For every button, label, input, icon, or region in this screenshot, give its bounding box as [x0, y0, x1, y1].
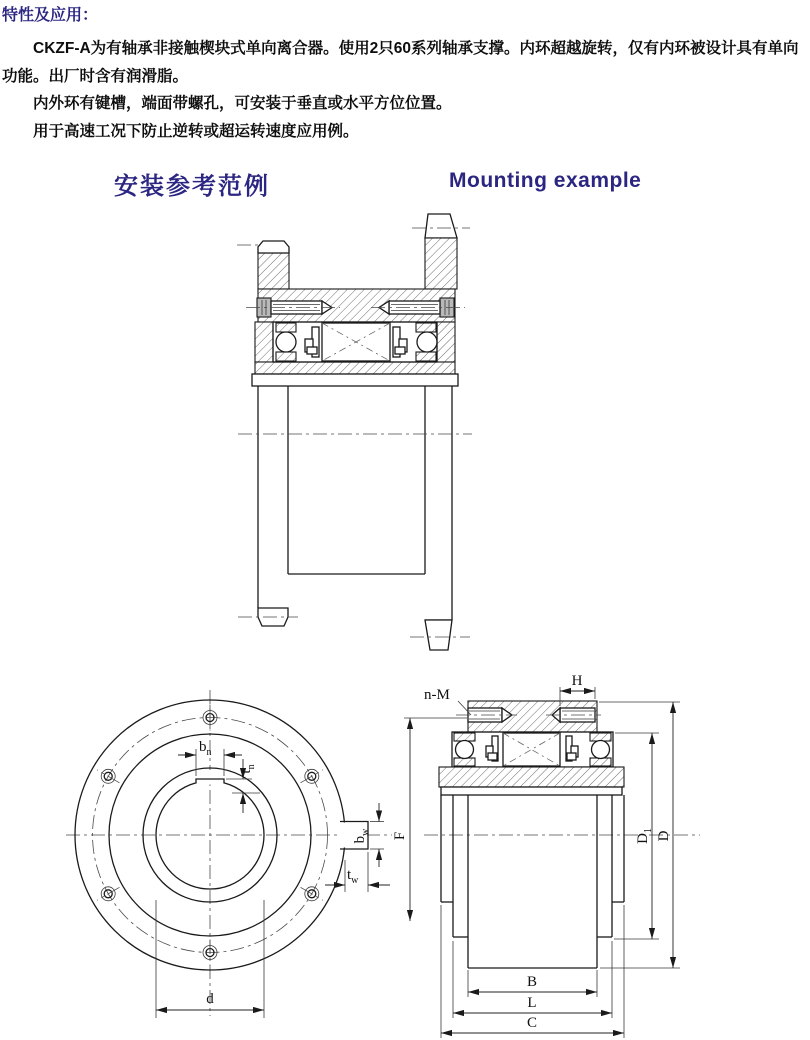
dim-label-tn: $t_n$	[238, 764, 257, 774]
dim-label-tw: $t_w$	[347, 867, 359, 886]
front-view-drawing	[66, 690, 392, 1018]
dim-label-d1: $D_1$	[635, 828, 654, 844]
dim-label-D: D	[656, 830, 672, 842]
section-title-en: Mounting example	[449, 169, 642, 192]
dim-label-nm: n-M	[424, 687, 450, 703]
dim-label-b: B	[526, 974, 538, 990]
section-title-zh: 安装参考范例	[114, 173, 270, 200]
bolt-hole	[97, 887, 120, 901]
dim-label-c: C	[526, 1015, 538, 1031]
dim-label-h: H	[571, 673, 583, 689]
features-paragraph: 用于高速工况下防止逆转或超运转速度应用例。	[33, 122, 359, 140]
bolt-hole	[97, 769, 120, 783]
features-paragraph: 内外环有键槽，端面带螺孔，可安装于垂直或水平方位位置。	[33, 95, 452, 112]
mounting-example-drawing	[237, 214, 472, 650]
bolt-hole	[301, 769, 324, 783]
dim-label-bn: $b_n$	[199, 739, 212, 758]
dim-label-l: L	[527, 995, 537, 1011]
section-view-drawing	[392, 673, 700, 1038]
bolt-hole	[301, 887, 324, 901]
features-paragraph: CKZF-A为有轴承非接触楔块式单向离合器。使用2只60系列轴承支撑。内环超越旋转，仅有内环被设计具有单向功能。出厂时含有润滑脂。	[2, 40, 799, 85]
dim-label-f: F	[392, 831, 408, 841]
features-heading: 特性及应用：	[2, 7, 99, 24]
dim-label-bw: $b_w$	[352, 828, 371, 844]
dim-label-d: d	[206, 991, 214, 1007]
